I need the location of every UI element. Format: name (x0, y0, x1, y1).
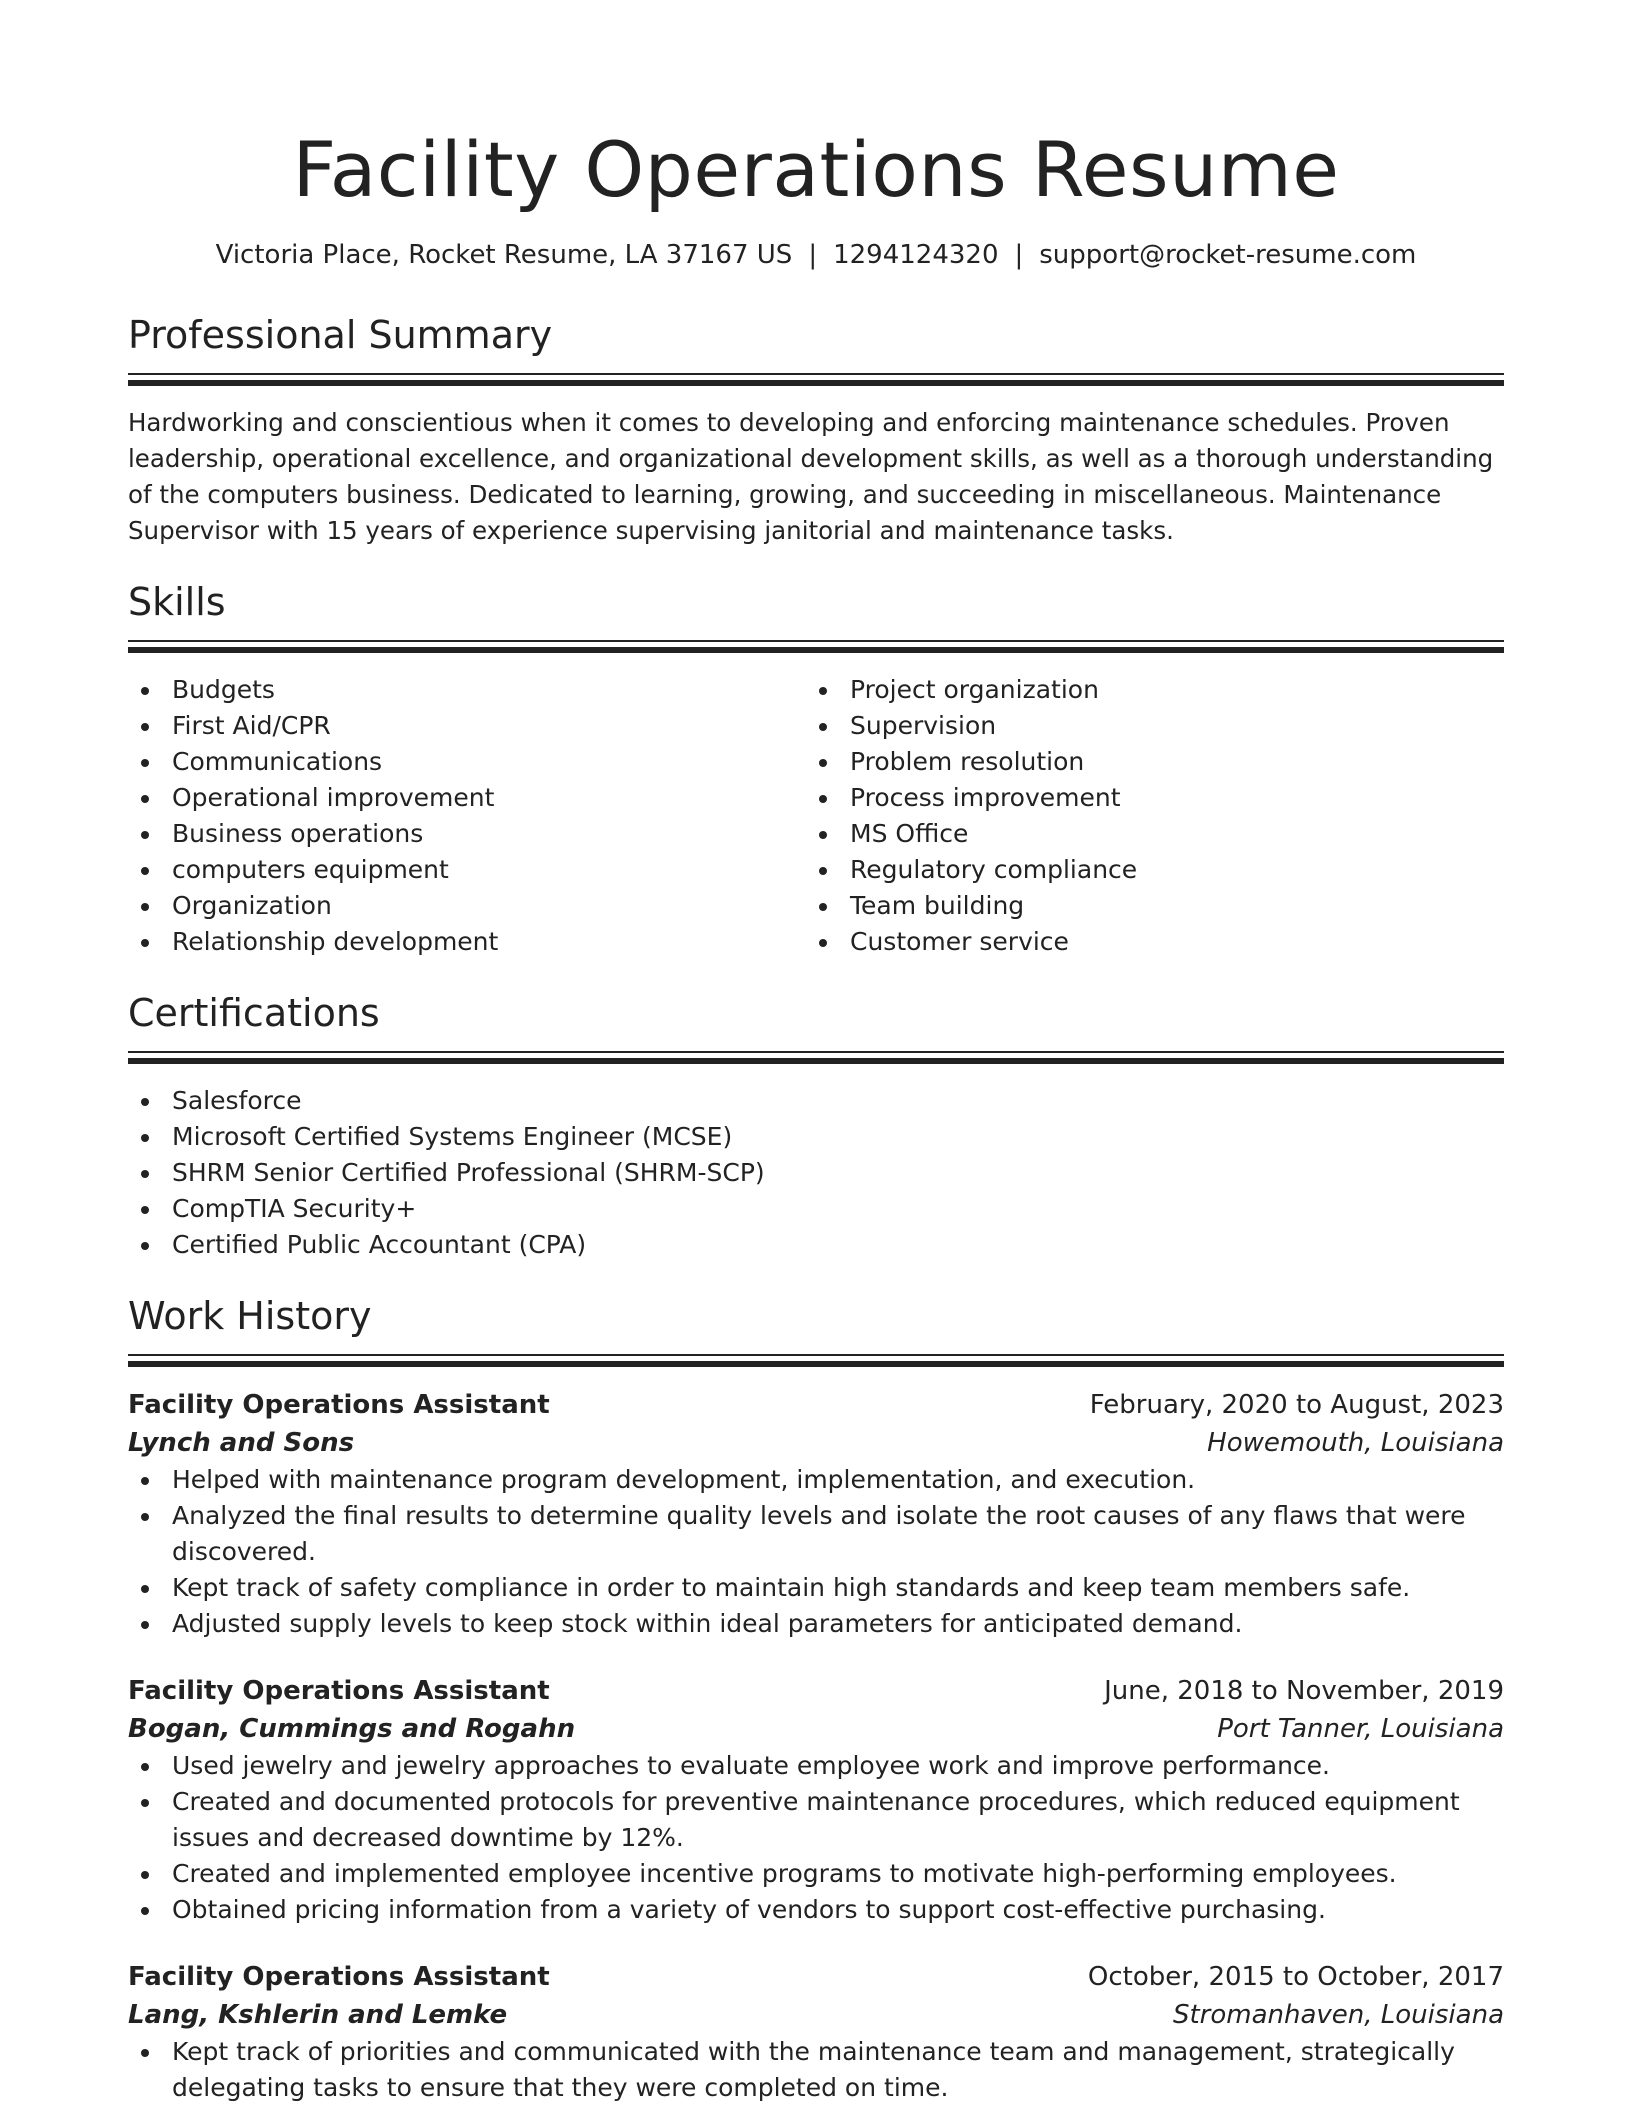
section-title-work-history: Work History (128, 1294, 372, 1338)
section-divider (128, 1354, 1504, 1369)
contact-phone: 1294124320 (833, 240, 999, 270)
job-bullet: Kept track of safety compliance in order to maintain high standards and keep team members safe. (128, 1570, 1504, 1606)
skills-list-right (806, 672, 1484, 960)
work-history-section (128, 1291, 1504, 2106)
skills-columns (128, 672, 1504, 960)
job-title: Facility Operations Assistant (128, 1962, 550, 1992)
contact-email[interactable]: support@rocket-resume.com (1039, 240, 1417, 270)
spacer (128, 960, 1504, 988)
job-location: Stromanhaven, Louisiana (1172, 2000, 1504, 2030)
job-bullets (128, 2034, 1504, 2106)
section-title-summary: Professional Summary (128, 313, 553, 357)
section-divider (128, 373, 1504, 388)
job-location: Port Tanner, Louisiana (1217, 1714, 1504, 1744)
skill-item: Budgets (128, 672, 806, 708)
skill-item: Relationship development (128, 924, 806, 960)
skill-item: computers equipment (128, 852, 806, 888)
resume-title: Facility Operations Resume (292, 125, 1340, 214)
job-subheader (128, 1996, 1504, 2034)
summary-section (128, 310, 1504, 549)
contact-separator: | (808, 240, 818, 270)
job-title: Facility Operations Assistant (128, 1390, 550, 1420)
contact-line (128, 238, 1504, 272)
skill-item: MS Office (806, 816, 1484, 852)
spacer (128, 1928, 1504, 1958)
skills-list-left (128, 672, 806, 960)
job-dates: October, 2015 to October, 2017 (1087, 1962, 1504, 1992)
job-bullets (128, 1462, 1504, 1642)
job-header (128, 1672, 1504, 1710)
certification-item: Certified Public Accountant (CPA) (128, 1227, 1504, 1263)
certifications-list (128, 1083, 1504, 1263)
job-bullet: Analyzed the final results to determine quality levels and isolate the root causes of any flaws that were discovered. (128, 1498, 1504, 1570)
job-bullet: Created and implemented employee incentive programs to motivate high-performing employees. (128, 1856, 1504, 1892)
resume-page (128, 0, 1504, 2106)
job-dates: February, 2020 to August, 2023 (1089, 1390, 1504, 1420)
skill-item: Problem resolution (806, 744, 1484, 780)
job-company: Lynch and Sons (128, 1428, 355, 1458)
skill-item: Customer service (806, 924, 1484, 960)
job-entry (128, 1672, 1504, 1928)
skill-item: Project organization (806, 672, 1484, 708)
job-location: Howemouth, Louisiana (1207, 1428, 1504, 1458)
job-bullet: Used jewelry and jewelry approaches to evaluate employee work and improve performance. (128, 1748, 1504, 1784)
skill-item: First Aid/CPR (128, 708, 806, 744)
section-divider (128, 1051, 1504, 1066)
contact-separator: | (1014, 240, 1024, 270)
section-divider (128, 640, 1504, 655)
skill-item: Process improvement (806, 780, 1484, 816)
certifications-section (128, 988, 1504, 1263)
skill-item: Communications (128, 744, 806, 780)
job-entry (128, 1386, 1504, 1642)
spacer (128, 272, 1504, 310)
skills-section (128, 577, 1504, 960)
job-bullet: Created and documented protocols for preventive maintenance procedures, which reduced equipment issues and decreased downtime by 12%. (128, 1784, 1504, 1856)
job-company: Bogan, Cummings and Rogahn (128, 1714, 576, 1744)
skill-item: Organization (128, 888, 806, 924)
contact-address: Victoria Place, Rocket Resume, LA 37167 US (215, 240, 793, 270)
spacer (128, 549, 1504, 577)
job-bullet: Obtained pricing information from a variety of vendors to support cost-effective purchasing. (128, 1892, 1504, 1928)
job-header (128, 1958, 1504, 1996)
job-dates: June, 2018 to November, 2019 (1104, 1676, 1504, 1706)
job-title: Facility Operations Assistant (128, 1676, 550, 1706)
section-title-skills: Skills (128, 580, 226, 624)
skill-item: Business operations (128, 816, 806, 852)
skill-item: Operational improvement (128, 780, 806, 816)
job-bullet: Kept track of priorities and communicated with the maintenance team and management, strategically delegating tasks to ensure that they were completed on time. (128, 2034, 1504, 2106)
job-company: Lang, Kshlerin and Lemke (128, 2000, 508, 2030)
job-subheader (128, 1710, 1504, 1748)
certification-item: CompTIA Security+ (128, 1191, 1504, 1227)
job-bullet: Adjusted supply levels to keep stock within ideal parameters for anticipated demand. (128, 1606, 1504, 1642)
job-header (128, 1386, 1504, 1424)
spacer (128, 1263, 1504, 1291)
certification-item: Microsoft Certified Systems Engineer (MCSE) (128, 1119, 1504, 1155)
job-bullet: Helped with maintenance program development, implementation, and execution. (128, 1462, 1504, 1498)
section-title-certifications: Certifications (128, 991, 380, 1035)
spacer (128, 1642, 1504, 1672)
job-subheader (128, 1424, 1504, 1462)
summary-text: Hardworking and conscientious when it comes to developing and enforcing maintenance schedules. Proven leadership, operational excellence, and organizational development skills, as well as a thorough understanding of the computers business. Dedicated to learning, growing, and succeeding in miscellaneous. Maintenance Supervisor with 15 years of experience supervising janitorial and maintenance tasks. (128, 408, 1494, 545)
certification-item: SHRM Senior Certified Professional (SHRM-SCP) (128, 1155, 1504, 1191)
job-entry (128, 1958, 1504, 2106)
certification-item: Salesforce (128, 1083, 1504, 1119)
skill-item: Team building (806, 888, 1484, 924)
skill-item: Supervision (806, 708, 1484, 744)
skill-item: Regulatory compliance (806, 852, 1484, 888)
job-bullets (128, 1748, 1504, 1928)
